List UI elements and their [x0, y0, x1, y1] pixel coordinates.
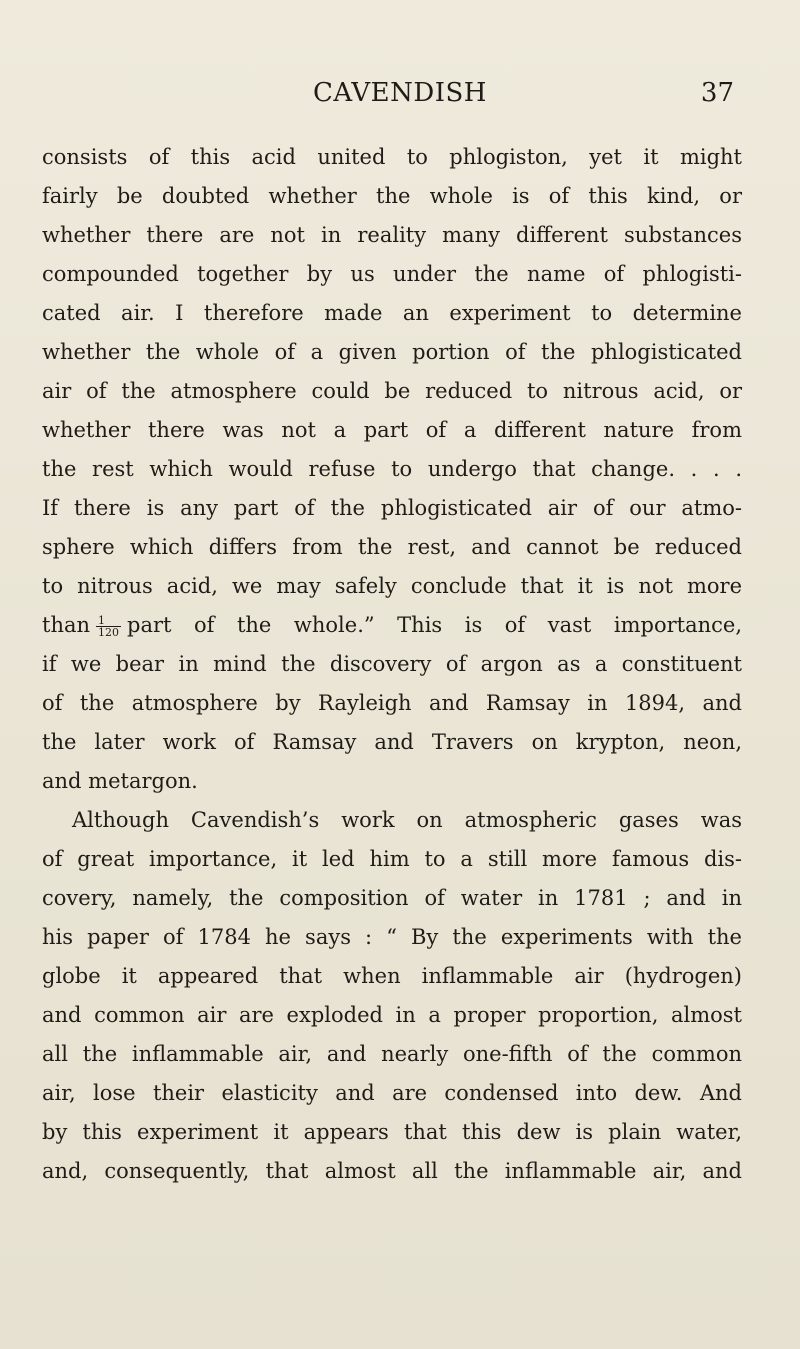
text-line: whether there was not a part of a different nature from	[42, 418, 742, 442]
body-text	[42, 138, 742, 1191]
text-line: and, consequently, that almost all the inflammable air, and	[42, 1159, 742, 1183]
fraction-text-line	[42, 606, 742, 645]
text-line: whether the whole of a given portion of the phlogisticated	[42, 340, 742, 364]
fraction-line-after: part of the whole.” This is of vast importance,	[127, 613, 742, 637]
text-line: the later work of Ramsay and Travers on krypton, neon,	[42, 730, 742, 754]
text-line: air, lose their elasticity and are condensed into dew. And	[42, 1081, 742, 1105]
text-line: cated air. I therefore made an experiment to determine	[42, 301, 742, 325]
text-line: If there is any part of the phlogisticated air of our atmo-	[42, 496, 742, 520]
running-header	[0, 78, 800, 114]
text-line: his paper of 1784 he says : “ By the experiments with the	[42, 925, 742, 949]
text-line: of the atmosphere by Rayleigh and Ramsay in 1894, and	[42, 691, 742, 715]
fraction	[96, 615, 121, 638]
page-number: 37	[700, 78, 734, 108]
fraction-line-before: than	[42, 613, 91, 637]
fraction-numerator: 1	[96, 615, 121, 627]
text-line: fairly be doubted whether the whole is of this kind, or	[42, 184, 742, 208]
text-line: to nitrous acid, we may safely conclude that it is not more	[42, 574, 742, 598]
text-line: consists of this acid united to phlogiston, yet it might	[42, 145, 742, 169]
text-line: by this experiment it appears that this dew is plain water,	[42, 1120, 742, 1144]
text-line: of great importance, it led him to a still more famous dis-	[42, 847, 742, 871]
text-line: compounded together by us under the name of phlogisti-	[42, 262, 742, 286]
text-line: sphere which differs from the rest, and cannot be reduced	[42, 535, 742, 559]
text-line: Although Cavendish’s work on atmospheric gases was	[72, 808, 742, 832]
text-line: covery, namely, the composition of water in 1781 ; and in	[42, 886, 742, 910]
text-line: globe it appeared that when inflammable air (hydrogen)	[42, 964, 742, 988]
fraction-denominator: 120	[98, 626, 120, 639]
running-title: CAVENDISH	[313, 78, 487, 108]
text-line: if we bear in mind the discovery of argon as a constituent	[42, 652, 742, 676]
text-line: and metargon.	[42, 769, 198, 793]
text-line: and common air are exploded in a proper proportion, almost	[42, 1003, 742, 1027]
text-line: the rest which would refuse to undergo that change. . . .	[42, 457, 742, 481]
text-line: whether there are not in reality many different substances	[42, 223, 742, 247]
text-line: air of the atmosphere could be reduced to nitrous acid, or	[42, 379, 742, 403]
text-line: all the inflammable air, and nearly one-fifth of the common	[42, 1042, 742, 1066]
